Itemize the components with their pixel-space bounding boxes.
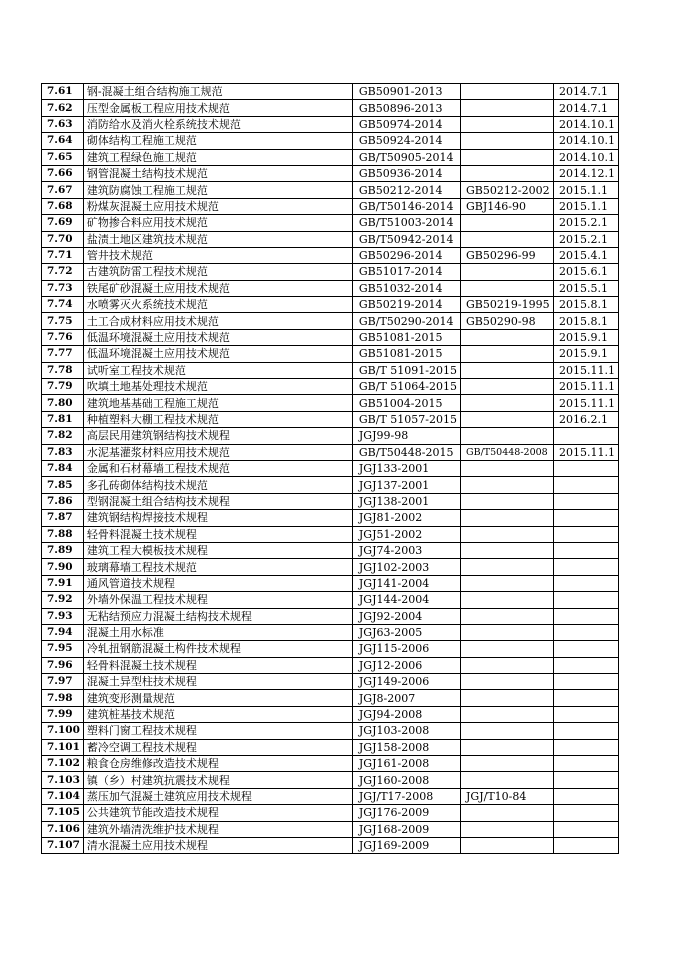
standard-name-cell: 轻骨料混凝土技术规程 xyxy=(83,657,352,673)
effective-date-cell xyxy=(554,788,619,804)
replaced-standard-cell: GB50219-1995 xyxy=(461,297,554,313)
effective-date-cell: 2015.2.1 xyxy=(554,231,619,247)
table-row xyxy=(42,395,619,411)
standard-name-cell: 粮食仓房维修改造技术规程 xyxy=(83,756,352,772)
standard-code-cell: JGJ8-2007 xyxy=(352,690,460,706)
table-row xyxy=(42,723,619,739)
table-row xyxy=(42,788,619,804)
table-row xyxy=(42,133,619,149)
standard-code-cell: GB50896-2013 xyxy=(352,100,460,116)
standard-code-cell: JGJ176-2009 xyxy=(352,805,460,821)
effective-date-cell: 2015.5.1 xyxy=(554,280,619,296)
table-row xyxy=(42,444,619,460)
effective-date-cell: 2015.2.1 xyxy=(554,215,619,231)
standard-name-cell: 管井技术规范 xyxy=(83,247,352,263)
replaced-standard-cell xyxy=(461,624,554,640)
item-number-cell: 7.95 xyxy=(42,641,84,657)
table-row xyxy=(42,674,619,690)
replaced-standard-cell: GB50212-2002 xyxy=(461,182,554,198)
standard-code-cell: GB50974-2014 xyxy=(352,116,460,132)
effective-date-cell xyxy=(554,460,619,476)
table-row xyxy=(42,641,619,657)
item-number-cell: 7.107 xyxy=(42,837,84,853)
standard-code-cell: GB50212-2014 xyxy=(352,182,460,198)
replaced-standard-cell: JGJ/T10-84 xyxy=(461,788,554,804)
standard-code-cell: GB/T 51057-2015 xyxy=(352,411,460,427)
standard-name-cell: 建筑桩基技术规范 xyxy=(83,706,352,722)
item-number-cell: 7.85 xyxy=(42,477,84,493)
effective-date-cell xyxy=(554,510,619,526)
table-row xyxy=(42,165,619,181)
table-row xyxy=(42,624,619,640)
table-row xyxy=(42,526,619,542)
standard-code-cell: GB51004-2015 xyxy=(352,395,460,411)
standard-code-cell: JGJ168-2009 xyxy=(352,821,460,837)
standard-code-cell: JGJ133-2001 xyxy=(352,460,460,476)
effective-date-cell xyxy=(554,592,619,608)
standard-name-cell: 混凝土异型柱技术规程 xyxy=(83,674,352,690)
replaced-standard-cell xyxy=(461,739,554,755)
effective-date-cell xyxy=(554,477,619,493)
standard-code-cell: JGJ51-2002 xyxy=(352,526,460,542)
table-row xyxy=(42,313,619,329)
standard-code-cell: JGJ103-2008 xyxy=(352,723,460,739)
effective-date-cell: 2015.11.1 xyxy=(554,362,619,378)
item-number-cell: 7.63 xyxy=(42,116,84,132)
replaced-standard-cell xyxy=(461,329,554,345)
standard-code-cell: GB/T 51091-2015 xyxy=(352,362,460,378)
table-row xyxy=(42,690,619,706)
table-row xyxy=(42,592,619,608)
item-number-cell: 7.71 xyxy=(42,247,84,263)
item-number-cell: 7.80 xyxy=(42,395,84,411)
standard-name-cell: 矿物掺合料应用技术规范 xyxy=(83,215,352,231)
standard-name-cell: 试听室工程技术规范 xyxy=(83,362,352,378)
standard-name-cell: 土工合成材料应用技术规范 xyxy=(83,313,352,329)
standard-code-cell: JGJ138-2001 xyxy=(352,493,460,509)
table-row xyxy=(42,297,619,313)
table-row xyxy=(42,510,619,526)
standard-name-cell: 建筑工程绿色施工规范 xyxy=(83,149,352,165)
replaced-standard-cell xyxy=(461,821,554,837)
standard-code-cell: GB/T50290-2014 xyxy=(352,313,460,329)
standard-name-cell: 建筑钢结构焊接技术规程 xyxy=(83,510,352,526)
table-row xyxy=(42,477,619,493)
replaced-standard-cell xyxy=(461,706,554,722)
standard-code-cell: JGJ158-2008 xyxy=(352,739,460,755)
item-number-cell: 7.68 xyxy=(42,198,84,214)
table-row xyxy=(42,329,619,345)
item-number-cell: 7.79 xyxy=(42,379,84,395)
effective-date-cell xyxy=(554,674,619,690)
effective-date-cell: 2015.8.1 xyxy=(554,313,619,329)
replaced-standard-cell xyxy=(461,460,554,476)
standard-name-cell: 镇（乡）村建筑抗震技术规程 xyxy=(83,772,352,788)
replaced-standard-cell xyxy=(461,379,554,395)
item-number-cell: 7.99 xyxy=(42,706,84,722)
replaced-standard-cell xyxy=(461,280,554,296)
effective-date-cell: 2015.9.1 xyxy=(554,346,619,362)
replaced-standard-cell xyxy=(461,100,554,116)
item-number-cell: 7.103 xyxy=(42,772,84,788)
standard-name-cell: 建筑外墙清洗维护技术规程 xyxy=(83,821,352,837)
replaced-standard-cell xyxy=(461,690,554,706)
table-row xyxy=(42,215,619,231)
standard-name-cell: 砌体结构工程施工规范 xyxy=(83,133,352,149)
standard-name-cell: 高层民用建筑钢结构技术规程 xyxy=(83,428,352,444)
standard-code-cell: GB51032-2014 xyxy=(352,280,460,296)
table-row xyxy=(42,379,619,395)
item-number-cell: 7.65 xyxy=(42,149,84,165)
standard-name-cell: 建筑地基基础工程施工规范 xyxy=(83,395,352,411)
replaced-standard-cell xyxy=(461,165,554,181)
standard-name-cell: 水泥基灌浆材料应用技术规范 xyxy=(83,444,352,460)
table-row xyxy=(42,739,619,755)
table-row xyxy=(42,837,619,853)
standard-code-cell: GB/T50448-2015 xyxy=(352,444,460,460)
standard-name-cell: 无粘结预应力混凝土结构技术规程 xyxy=(83,608,352,624)
standards-table-body xyxy=(42,84,619,854)
item-number-cell: 7.67 xyxy=(42,182,84,198)
standards-table xyxy=(41,83,619,854)
standard-name-cell: 玻璃幕墙工程技术规范 xyxy=(83,559,352,575)
standard-name-cell: 建筑变形测量规范 xyxy=(83,690,352,706)
standard-code-cell: GB50219-2014 xyxy=(352,297,460,313)
standard-code-cell: JGJ115-2006 xyxy=(352,641,460,657)
item-number-cell: 7.98 xyxy=(42,690,84,706)
effective-date-cell xyxy=(554,428,619,444)
effective-date-cell: 2015.1.1 xyxy=(554,182,619,198)
replaced-standard-cell: GBJ146-90 xyxy=(461,198,554,214)
effective-date-cell: 2014.12.1 xyxy=(554,165,619,181)
table-row xyxy=(42,559,619,575)
effective-date-cell: 2014.10.1 xyxy=(554,116,619,132)
effective-date-cell: 2014.10.1 xyxy=(554,149,619,165)
standard-name-cell: 通风管道技术规程 xyxy=(83,575,352,591)
item-number-cell: 7.78 xyxy=(42,362,84,378)
effective-date-cell xyxy=(554,542,619,558)
replaced-standard-cell: GB50296-99 xyxy=(461,247,554,263)
effective-date-cell xyxy=(554,657,619,673)
standard-name-cell: 建筑防腐蚀工程施工规范 xyxy=(83,182,352,198)
standard-code-cell: JGJ137-2001 xyxy=(352,477,460,493)
replaced-standard-cell xyxy=(461,837,554,853)
replaced-standard-cell xyxy=(461,395,554,411)
replaced-standard-cell xyxy=(461,772,554,788)
replaced-standard-cell xyxy=(461,657,554,673)
effective-date-cell: 2014.7.1 xyxy=(554,100,619,116)
table-row xyxy=(42,84,619,100)
table-row xyxy=(42,346,619,362)
standard-name-cell: 型钢混凝土组合结构技术规程 xyxy=(83,493,352,509)
table-row xyxy=(42,821,619,837)
table-row xyxy=(42,608,619,624)
replaced-standard-cell xyxy=(461,362,554,378)
effective-date-cell: 2015.8.1 xyxy=(554,297,619,313)
effective-date-cell: 2015.1.1 xyxy=(554,198,619,214)
effective-date-cell: 2015.4.1 xyxy=(554,247,619,263)
item-number-cell: 7.102 xyxy=(42,756,84,772)
table-row xyxy=(42,182,619,198)
table-row xyxy=(42,756,619,772)
table-row xyxy=(42,116,619,132)
item-number-cell: 7.82 xyxy=(42,428,84,444)
standard-code-cell: GB/T50146-2014 xyxy=(352,198,460,214)
item-number-cell: 7.76 xyxy=(42,329,84,345)
replaced-standard-cell xyxy=(461,133,554,149)
replaced-standard-cell xyxy=(461,674,554,690)
standard-code-cell: JGJ81-2002 xyxy=(352,510,460,526)
effective-date-cell xyxy=(554,641,619,657)
standard-name-cell: 钢管混凝土结构技术规范 xyxy=(83,165,352,181)
item-number-cell: 7.74 xyxy=(42,297,84,313)
effective-date-cell: 2015.11.1 xyxy=(554,444,619,460)
item-number-cell: 7.88 xyxy=(42,526,84,542)
standard-name-cell: 建筑工程大模板技术规程 xyxy=(83,542,352,558)
standard-name-cell: 混凝土用水标准 xyxy=(83,624,352,640)
item-number-cell: 7.73 xyxy=(42,280,84,296)
table-row xyxy=(42,100,619,116)
replaced-standard-cell xyxy=(461,756,554,772)
standard-name-cell: 铁尾矿砂混凝土应用技术规范 xyxy=(83,280,352,296)
standard-name-cell: 公共建筑节能改造技术规程 xyxy=(83,805,352,821)
replaced-standard-cell xyxy=(461,346,554,362)
standard-code-cell: JGJ161-2008 xyxy=(352,756,460,772)
table-row xyxy=(42,542,619,558)
table-row xyxy=(42,362,619,378)
table-row xyxy=(42,264,619,280)
standard-name-cell: 盐渍土地区建筑技术规范 xyxy=(83,231,352,247)
replaced-standard-cell xyxy=(461,477,554,493)
standard-code-cell: JGJ92-2004 xyxy=(352,608,460,624)
effective-date-cell: 2015.11.1 xyxy=(554,379,619,395)
table-row xyxy=(42,772,619,788)
item-number-cell: 7.61 xyxy=(42,84,84,100)
item-number-cell: 7.84 xyxy=(42,460,84,476)
effective-date-cell xyxy=(554,756,619,772)
item-number-cell: 7.92 xyxy=(42,592,84,608)
table-row xyxy=(42,460,619,476)
standard-code-cell: JGJ/T17-2008 xyxy=(352,788,460,804)
standard-name-cell: 吹填土地基处理技术规范 xyxy=(83,379,352,395)
table-row xyxy=(42,411,619,427)
item-number-cell: 7.93 xyxy=(42,608,84,624)
standard-code-cell: GB51017-2014 xyxy=(352,264,460,280)
replaced-standard-cell xyxy=(461,116,554,132)
replaced-standard-cell xyxy=(461,575,554,591)
standard-name-cell: 清水混凝土应用技术规程 xyxy=(83,837,352,853)
standard-name-cell: 种植塑料大棚工程技术规范 xyxy=(83,411,352,427)
standard-code-cell: GB50924-2014 xyxy=(352,133,460,149)
standard-code-cell: GB/T50905-2014 xyxy=(352,149,460,165)
standard-name-cell: 蓄冷空调工程技术规程 xyxy=(83,739,352,755)
replaced-standard-cell xyxy=(461,559,554,575)
standard-name-cell: 压型金属板工程应用技术规范 xyxy=(83,100,352,116)
replaced-standard-cell xyxy=(461,411,554,427)
replaced-standard-cell xyxy=(461,428,554,444)
standard-name-cell: 水喷雾灭火系统技术规范 xyxy=(83,297,352,313)
replaced-standard-cell xyxy=(461,805,554,821)
standard-code-cell: JGJ160-2008 xyxy=(352,772,460,788)
replaced-standard-cell xyxy=(461,84,554,100)
replaced-standard-cell xyxy=(461,510,554,526)
item-number-cell: 7.87 xyxy=(42,510,84,526)
table-row xyxy=(42,149,619,165)
table-row xyxy=(42,247,619,263)
standard-code-cell: GB/T 51064-2015 xyxy=(352,379,460,395)
standard-code-cell: JGJ99-98 xyxy=(352,428,460,444)
replaced-standard-cell xyxy=(461,149,554,165)
standard-code-cell: GB/T51003-2014 xyxy=(352,215,460,231)
replaced-standard-cell xyxy=(461,608,554,624)
standard-code-cell: GB50936-2014 xyxy=(352,165,460,181)
effective-date-cell xyxy=(554,690,619,706)
effective-date-cell: 2014.7.1 xyxy=(554,84,619,100)
standard-code-cell: JGJ102-2003 xyxy=(352,559,460,575)
standard-code-cell: GB51081-2015 xyxy=(352,346,460,362)
standard-code-cell: JGJ149-2006 xyxy=(352,674,460,690)
table-row xyxy=(42,706,619,722)
item-number-cell: 7.62 xyxy=(42,100,84,116)
standard-code-cell: GB50901-2013 xyxy=(352,84,460,100)
standard-name-cell: 冷轧扭钢筋混凝土构件技术规程 xyxy=(83,641,352,657)
standard-code-cell: JGJ63-2005 xyxy=(352,624,460,640)
replaced-standard-cell: GB50290-98 xyxy=(461,313,554,329)
effective-date-cell xyxy=(554,821,619,837)
standard-code-cell: JGJ169-2009 xyxy=(352,837,460,853)
item-number-cell: 7.106 xyxy=(42,821,84,837)
effective-date-cell: 2015.6.1 xyxy=(554,264,619,280)
item-number-cell: 7.90 xyxy=(42,559,84,575)
item-number-cell: 7.101 xyxy=(42,739,84,755)
effective-date-cell: 2015.9.1 xyxy=(554,329,619,345)
standard-code-cell: GB/T50942-2014 xyxy=(352,231,460,247)
standard-name-cell: 多孔砖砌体结构技术规范 xyxy=(83,477,352,493)
effective-date-cell xyxy=(554,526,619,542)
item-number-cell: 7.105 xyxy=(42,805,84,821)
replaced-standard-cell xyxy=(461,215,554,231)
effective-date-cell xyxy=(554,493,619,509)
effective-date-cell xyxy=(554,608,619,624)
effective-date-cell xyxy=(554,706,619,722)
effective-date-cell xyxy=(554,772,619,788)
table-row xyxy=(42,428,619,444)
effective-date-cell xyxy=(554,805,619,821)
item-number-cell: 7.64 xyxy=(42,133,84,149)
item-number-cell: 7.75 xyxy=(42,313,84,329)
effective-date-cell xyxy=(554,723,619,739)
effective-date-cell: 2016.2.1 xyxy=(554,411,619,427)
replaced-standard-cell: GB/T50448-2008 xyxy=(461,444,554,460)
item-number-cell: 7.94 xyxy=(42,624,84,640)
standard-name-cell: 低温环境混凝土应用技术规范 xyxy=(83,346,352,362)
standard-name-cell: 古建筑防雷工程技术规范 xyxy=(83,264,352,280)
standard-code-cell: GB51081-2015 xyxy=(352,329,460,345)
item-number-cell: 7.100 xyxy=(42,723,84,739)
item-number-cell: 7.97 xyxy=(42,674,84,690)
replaced-standard-cell xyxy=(461,493,554,509)
item-number-cell: 7.66 xyxy=(42,165,84,181)
replaced-standard-cell xyxy=(461,592,554,608)
effective-date-cell: 2015.11.1 xyxy=(554,395,619,411)
replaced-standard-cell xyxy=(461,641,554,657)
item-number-cell: 7.104 xyxy=(42,788,84,804)
standard-code-cell: GB50296-2014 xyxy=(352,247,460,263)
item-number-cell: 7.70 xyxy=(42,231,84,247)
standard-code-cell: JGJ12-2006 xyxy=(352,657,460,673)
standard-name-cell: 外墙外保温工程技术规程 xyxy=(83,592,352,608)
effective-date-cell xyxy=(554,559,619,575)
table-row xyxy=(42,198,619,214)
standard-code-cell: JGJ144-2004 xyxy=(352,592,460,608)
item-number-cell: 7.69 xyxy=(42,215,84,231)
item-number-cell: 7.89 xyxy=(42,542,84,558)
standard-name-cell: 钢-混凝土组合结构施工规范 xyxy=(83,84,352,100)
standard-code-cell: JGJ74-2003 xyxy=(352,542,460,558)
replaced-standard-cell xyxy=(461,542,554,558)
item-number-cell: 7.81 xyxy=(42,411,84,427)
table-row xyxy=(42,231,619,247)
standard-name-cell: 轻骨料混凝土技术规程 xyxy=(83,526,352,542)
effective-date-cell xyxy=(554,624,619,640)
effective-date-cell: 2014.10.1 xyxy=(554,133,619,149)
standard-code-cell: JGJ141-2004 xyxy=(352,575,460,591)
replaced-standard-cell xyxy=(461,264,554,280)
standard-name-cell: 蒸压加气混凝土建筑应用技术规程 xyxy=(83,788,352,804)
standard-name-cell: 粉煤灰混凝土应用技术规范 xyxy=(83,198,352,214)
standard-name-cell: 塑料门窗工程技术规程 xyxy=(83,723,352,739)
standard-name-cell: 金属和石材幕墙工程技术规范 xyxy=(83,460,352,476)
effective-date-cell xyxy=(554,575,619,591)
table-row xyxy=(42,280,619,296)
table-row xyxy=(42,493,619,509)
table-row xyxy=(42,805,619,821)
effective-date-cell xyxy=(554,739,619,755)
effective-date-cell xyxy=(554,837,619,853)
standard-name-cell: 消防给水及消火栓系统技术规范 xyxy=(83,116,352,132)
item-number-cell: 7.77 xyxy=(42,346,84,362)
replaced-standard-cell xyxy=(461,723,554,739)
standard-name-cell: 低温环境混凝土应用技术规范 xyxy=(83,329,352,345)
item-number-cell: 7.96 xyxy=(42,657,84,673)
item-number-cell: 7.91 xyxy=(42,575,84,591)
item-number-cell: 7.83 xyxy=(42,444,84,460)
standard-code-cell: JGJ94-2008 xyxy=(352,706,460,722)
table-row xyxy=(42,657,619,673)
item-number-cell: 7.86 xyxy=(42,493,84,509)
item-number-cell: 7.72 xyxy=(42,264,84,280)
table-row xyxy=(42,575,619,591)
replaced-standard-cell xyxy=(461,231,554,247)
replaced-standard-cell xyxy=(461,526,554,542)
